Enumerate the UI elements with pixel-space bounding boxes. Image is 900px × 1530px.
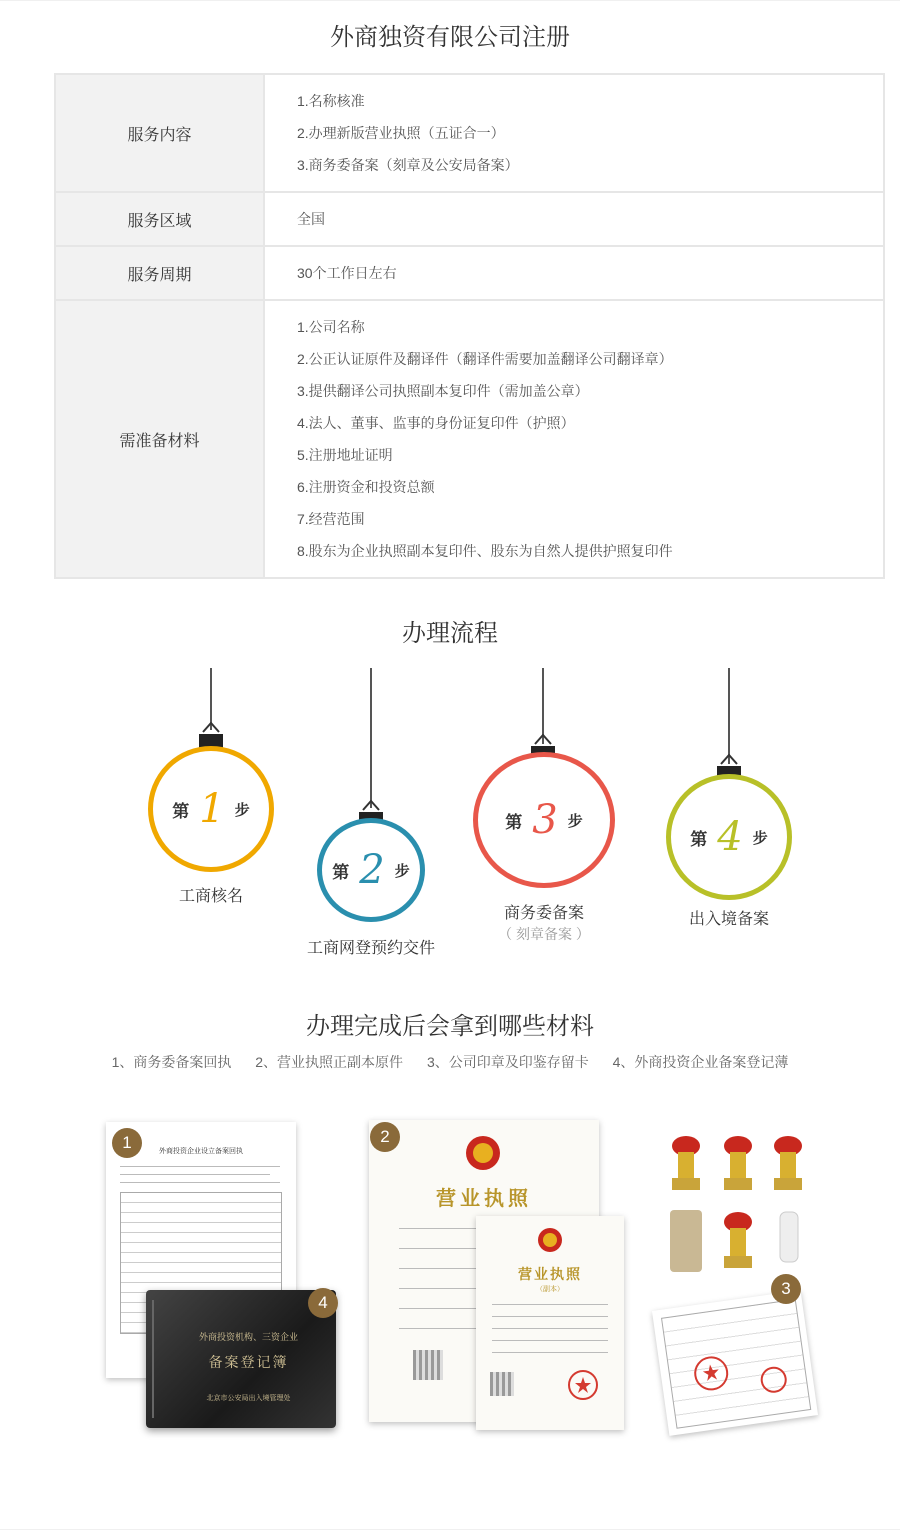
row-value-line: 3.提供翻译公司执照副本复印件（需加盖公章）: [297, 383, 589, 399]
business-license-copy: 营业执照 （副本）: [476, 1216, 624, 1430]
material-item: 4、外商投资企业备案登记薄: [612, 1054, 789, 1070]
qr-code-icon: [413, 1350, 443, 1380]
process-title: 办理流程: [402, 620, 498, 647]
red-seal-icon: [757, 1363, 791, 1397]
material-item: 1、商务委备案回执: [111, 1054, 232, 1070]
row-value-line: 5.注册地址证明: [297, 447, 393, 463]
step-number: 1: [199, 786, 225, 832]
step-3-circle: 第 3 步: [473, 752, 615, 888]
business-license-original: 营业执照: [369, 1120, 599, 1422]
row-value-line: 全国: [297, 211, 325, 227]
row-value-line: 1.名称核准: [297, 93, 365, 109]
step-label: 出入境备案: [688, 911, 769, 928]
seal-record-card: [652, 1290, 818, 1436]
row-value-line: 3.商务委备案（刻章及公安局备案）: [297, 157, 519, 173]
step-label: 工商网登预约交件: [306, 940, 435, 957]
material-item: 2、营业执照正副本原件: [255, 1054, 404, 1070]
material-badge: 2: [370, 1122, 400, 1152]
step-number: 2: [359, 847, 385, 893]
national-emblem-icon: [536, 1226, 564, 1254]
row-key: 服务区域: [55, 192, 264, 246]
row-value-line: 6.注册资金和投资总额: [297, 479, 435, 495]
step-number: 3: [532, 797, 558, 843]
row-value-line: 2.办理新版营业执照（五证合一）: [297, 125, 505, 141]
table-row: [55, 246, 884, 300]
step-label: 工商核名: [178, 888, 243, 905]
table-row: [55, 74, 884, 192]
material-item: 3、公司印章及印鉴存留卡: [426, 1054, 589, 1070]
red-seal-icon: [566, 1368, 600, 1402]
step-1-circle: 第 1 步: [148, 746, 274, 872]
table-row: [55, 192, 884, 246]
materials-list: [0, 1052, 900, 1072]
company-seals-icon: [664, 1130, 814, 1280]
step-2-circle: 第 2 步: [317, 818, 425, 922]
material-badge: 3: [771, 1274, 801, 1304]
row-value-line: 30个工作日左右: [297, 265, 397, 281]
service-table: [54, 73, 885, 579]
row-key: 服务内容: [55, 74, 264, 192]
hanging-string: [210, 668, 212, 730]
row-value-line: 8.股东为企业执照副本复印件、股东为自然人提供护照复印件: [297, 543, 673, 559]
step-label: 商务委备案: [503, 905, 584, 922]
hanging-string: [542, 668, 544, 744]
hanging-string: [728, 668, 730, 764]
top-divider: [0, 0, 900, 1]
step-sublabel: （ 刻章备案 ）: [498, 926, 590, 942]
step-number: 4: [717, 814, 743, 860]
registration-book: 外商投资机构、三资企业 备案登记簿 北京市公安局出入境管理处: [146, 1290, 336, 1428]
national-emblem-icon: [464, 1134, 502, 1172]
qr-code-icon: [490, 1372, 514, 1396]
hanging-string: [370, 668, 372, 808]
row-value-line: 4.法人、董事、监事的身份证复印件（护照）: [297, 415, 575, 431]
row-key: 服务周期: [55, 246, 264, 300]
row-value-line: 1.公司名称: [297, 319, 365, 335]
red-seal-icon: [689, 1351, 734, 1396]
row-key: 需准备材料: [55, 300, 264, 578]
table-row: [55, 300, 884, 578]
step-4-circle: 第 4 步: [666, 774, 792, 900]
material-badge: 1: [112, 1128, 142, 1158]
filing-receipt-document: 外商投资企业设立备案回执: [106, 1122, 296, 1378]
row-value-line: 7.经营范围: [297, 511, 365, 527]
page-title: 外商独资有限公司注册: [330, 24, 570, 51]
row-value-line: 2.公正认证原件及翻译件（翻译件需要加盖翻译公司翻译章）: [297, 351, 673, 367]
material-badge: 4: [308, 1288, 338, 1318]
materials-title: 办理完成后会拿到哪些材料: [306, 1013, 594, 1040]
